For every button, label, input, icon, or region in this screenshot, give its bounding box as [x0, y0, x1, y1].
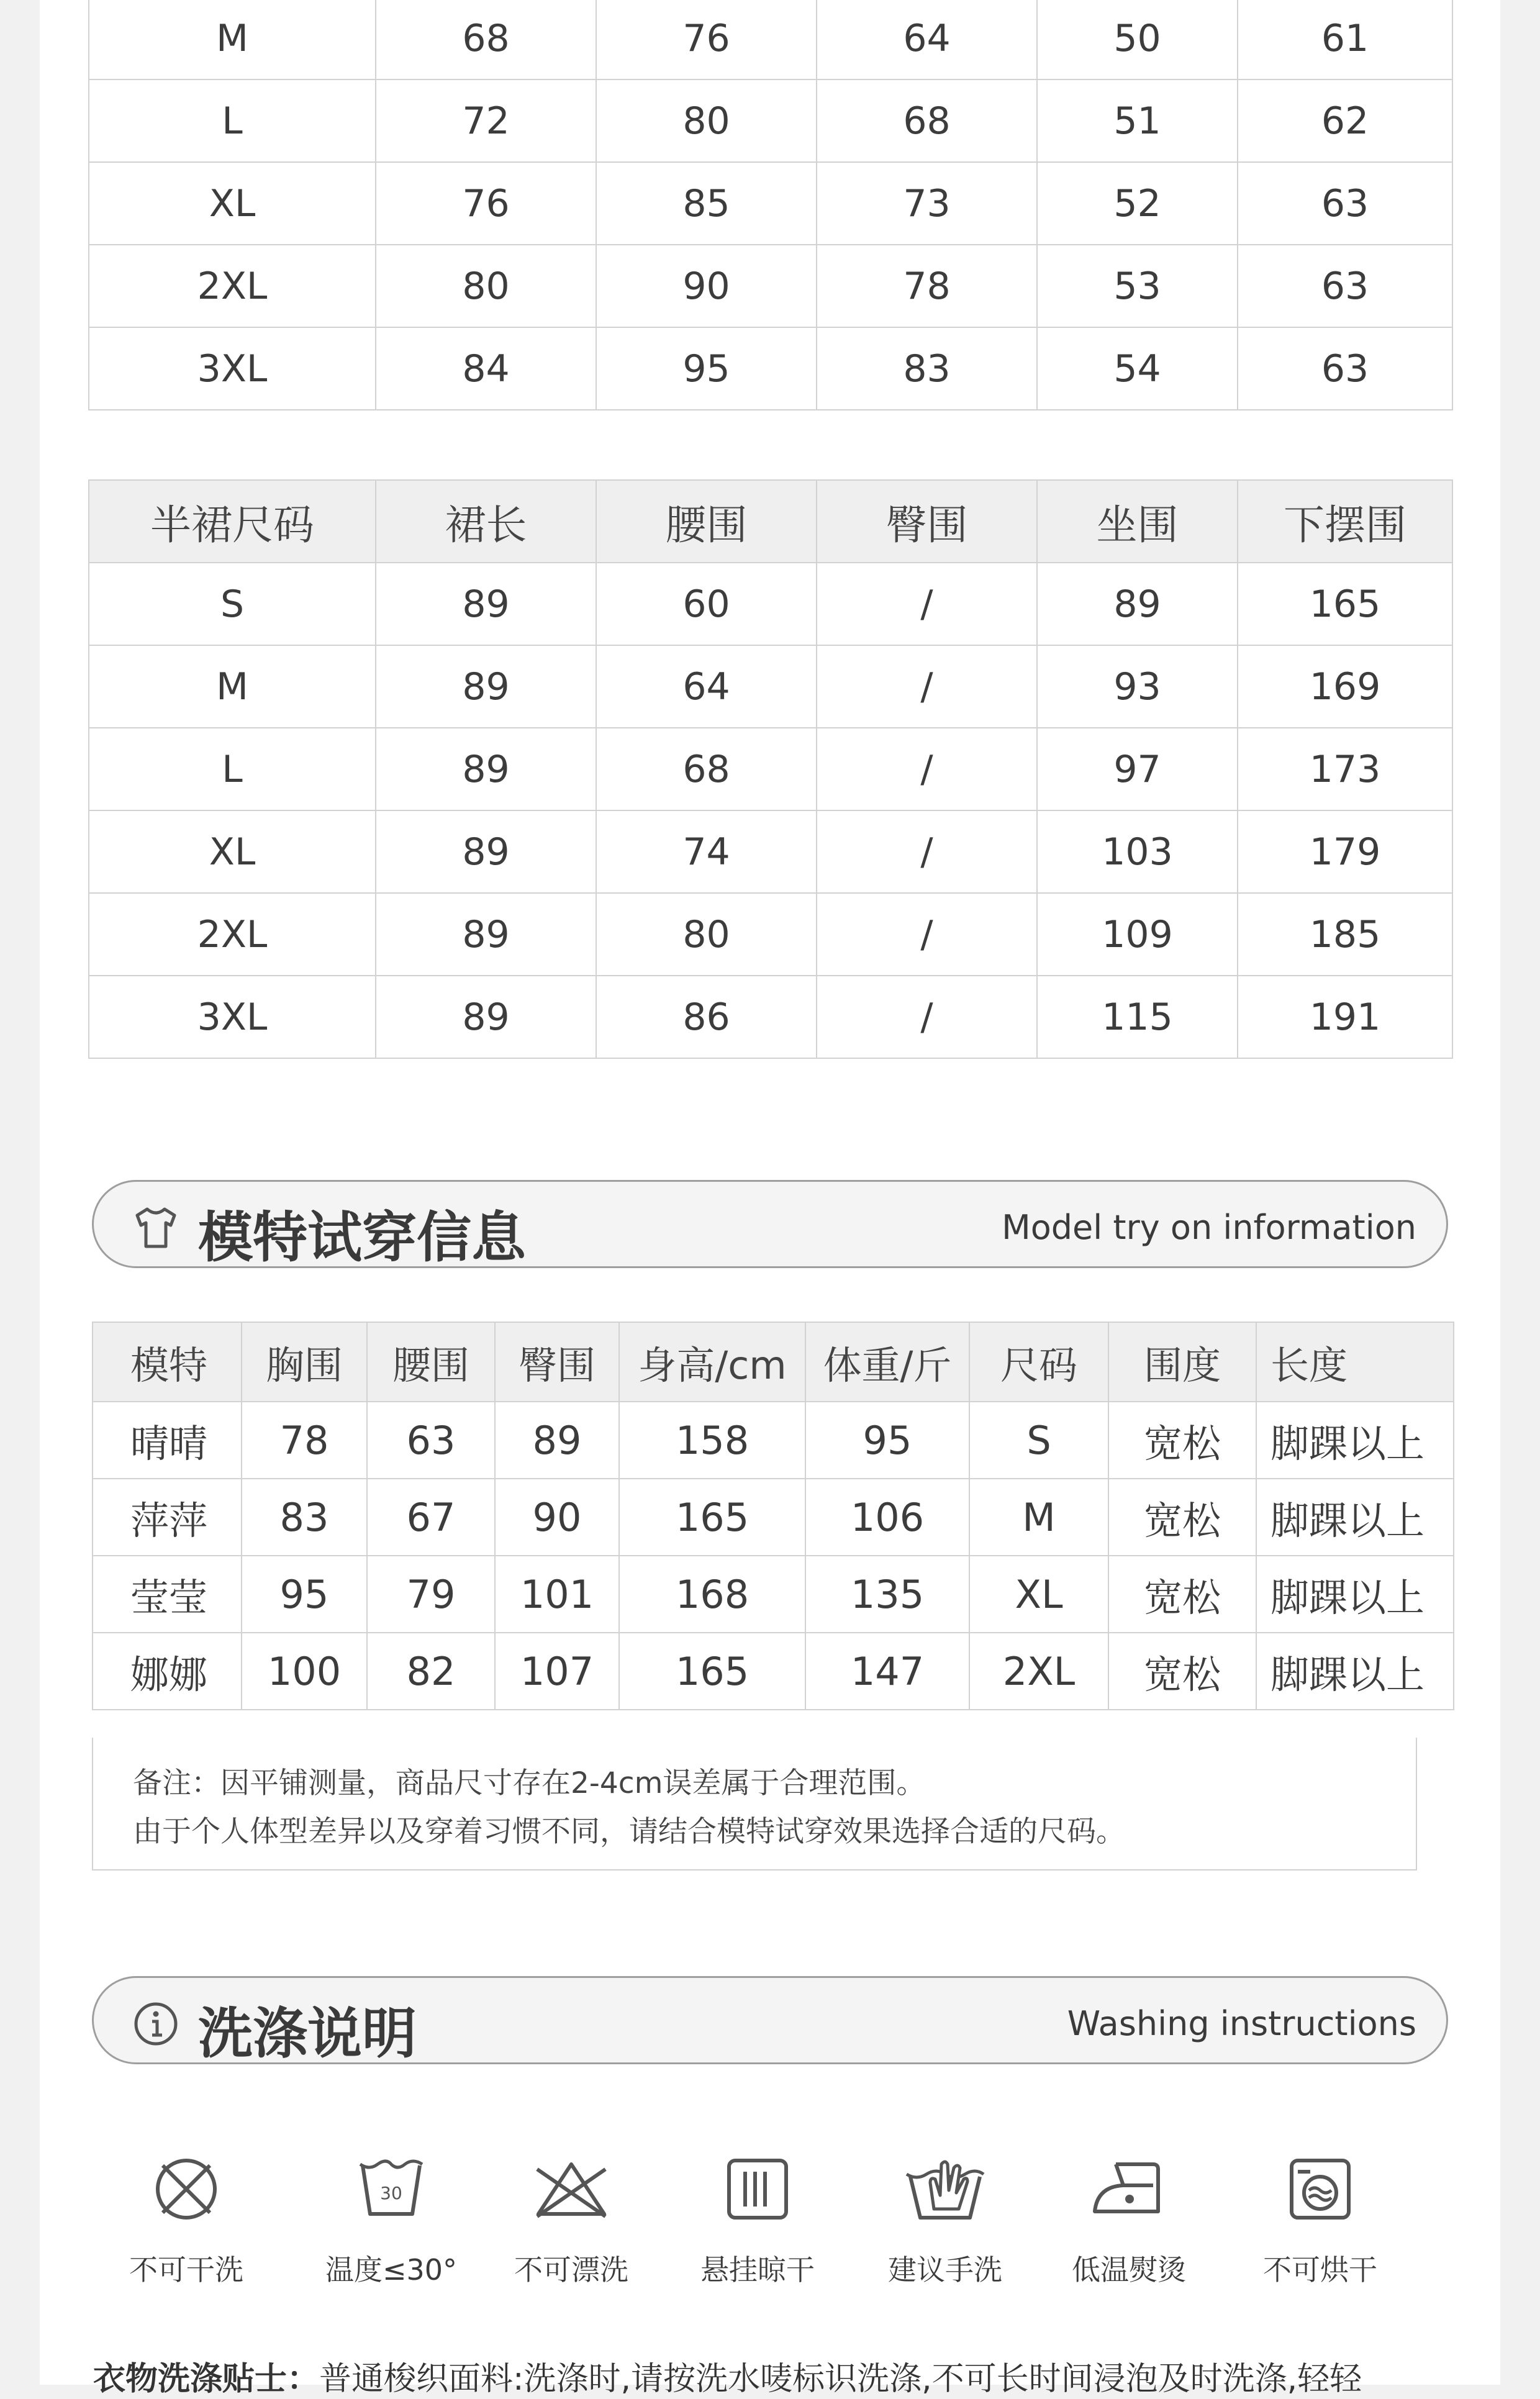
table-cell: 101: [495, 1556, 619, 1633]
table-cell: 185: [1238, 893, 1452, 976]
low-iron-icon: [1089, 2152, 1169, 2226]
table-cell: L: [89, 728, 376, 810]
care-tip-label: 衣物洗涤贴士：: [93, 2360, 320, 2398]
care-tip-text: 普通梭织面料:洗涤时,请按洗水唛标识洗涤,不可长时间浸泡及时洗涤,轻轻: [319, 2360, 1362, 2398]
table-row: [89, 0, 1452, 79]
table-cell: S: [89, 563, 376, 645]
model-table: [92, 1322, 1454, 1710]
no-tumble-dry-icon: [1283, 2152, 1357, 2226]
table-cell: 147: [805, 1633, 969, 1710]
wash-label: 不可漂洗: [514, 2253, 628, 2287]
table-cell: 脚踝以上: [1256, 1479, 1454, 1556]
no-dry-clean-icon: [149, 2152, 224, 2226]
table-row: [89, 245, 1452, 327]
top-size-table: [88, 0, 1453, 410]
table-cell: 103: [1037, 810, 1238, 893]
table-cell: 68: [817, 79, 1037, 162]
washing-subtitle: Washing instructions: [1067, 2004, 1416, 2043]
info-icon: [131, 1999, 181, 2049]
table-cell: 82: [367, 1633, 495, 1710]
table-cell: 158: [619, 1402, 805, 1479]
table-cell: 53: [1037, 245, 1238, 327]
table-cell: 165: [1238, 563, 1452, 645]
table-cell: 84: [376, 327, 596, 410]
table-cell: 80: [596, 893, 817, 976]
table-cell: 63: [367, 1402, 495, 1479]
model-info-title: 模特试穿信息: [198, 1205, 527, 1269]
table-cell: 89: [376, 728, 596, 810]
model-info-subtitle: Model try on information: [1002, 1208, 1416, 1247]
table-cell: 64: [596, 645, 817, 728]
table-cell: XL: [89, 810, 376, 893]
header-cell: 围度: [1108, 1322, 1256, 1402]
table-cell: 179: [1238, 810, 1452, 893]
table-cell: 191: [1238, 976, 1452, 1058]
header-cell: 下摆围: [1238, 480, 1452, 563]
table-cell: 89: [495, 1402, 619, 1479]
model-info-header: [92, 1180, 1448, 1268]
hang-dry-icon: [720, 2152, 795, 2226]
table-cell: 68: [376, 0, 596, 79]
table-cell: /: [817, 645, 1037, 728]
table-cell: 2XL: [89, 245, 376, 327]
table-cell: 3XL: [89, 976, 376, 1058]
table-cell: 63: [1238, 162, 1452, 245]
table-cell: 89: [1037, 563, 1238, 645]
table-row: [89, 162, 1452, 245]
table-cell: M: [89, 0, 376, 79]
table-row: [93, 1633, 1454, 1710]
table-cell: 165: [619, 1479, 805, 1556]
table-cell: 72: [376, 79, 596, 162]
table-cell: S: [969, 1402, 1108, 1479]
table-cell: XL: [89, 162, 376, 245]
table-cell: /: [817, 728, 1037, 810]
table-row: [89, 327, 1452, 410]
table-cell: 173: [1238, 728, 1452, 810]
table-cell: 95: [242, 1556, 367, 1633]
table-row: [93, 1556, 1454, 1633]
wash-30-icon: [354, 2152, 428, 2226]
wash-label: 低温熨烫: [1072, 2253, 1186, 2287]
table-cell: 168: [619, 1556, 805, 1633]
table-row: [89, 728, 1452, 810]
table-cell: 83: [817, 327, 1037, 410]
table-cell: 67: [367, 1479, 495, 1556]
table-row: [89, 645, 1452, 728]
wash-label: 悬挂晾干: [700, 2253, 815, 2287]
table-cell: 78: [242, 1402, 367, 1479]
table-cell: 80: [596, 79, 817, 162]
table-cell: 73: [817, 162, 1037, 245]
table-cell: /: [817, 810, 1037, 893]
table-cell: 51: [1037, 79, 1238, 162]
table-cell: 54: [1037, 327, 1238, 410]
care-tip: [93, 2352, 1362, 2399]
table-cell: M: [89, 645, 376, 728]
wash-item-low-iron: [1036, 2152, 1222, 2288]
wash-label: 建议手洗: [888, 2253, 1002, 2287]
table-row: [89, 893, 1452, 976]
header-cell: 长度: [1256, 1322, 1454, 1402]
table-cell: 2XL: [969, 1633, 1108, 1710]
table-cell: 宽松: [1108, 1402, 1256, 1479]
table-cell: 89: [376, 893, 596, 976]
model-table-notes: [92, 1738, 1417, 1871]
header-cell: 裙长: [376, 480, 596, 563]
table-cell: /: [817, 976, 1037, 1058]
table-cell: 63: [1238, 327, 1452, 410]
wash-temp-text: 30: [380, 2183, 402, 2203]
header-cell: 臀围: [495, 1322, 619, 1402]
table-cell: 76: [596, 0, 817, 79]
header-cell: 体重/斤: [805, 1322, 969, 1402]
table-row: [89, 976, 1452, 1058]
table-cell: 52: [1037, 162, 1238, 245]
header-cell: 腰围: [596, 480, 817, 563]
table-cell: 90: [596, 245, 817, 327]
table-cell: 63: [1238, 245, 1452, 327]
table-cell: 78: [817, 245, 1037, 327]
table-cell: 89: [376, 563, 596, 645]
table-cell: 95: [596, 327, 817, 410]
table-cell: 89: [376, 810, 596, 893]
table-cell: 74: [596, 810, 817, 893]
table-cell: 61: [1238, 0, 1452, 79]
header-cell: 模特: [93, 1322, 242, 1402]
table-cell: 90: [495, 1479, 619, 1556]
table-cell: 2XL: [89, 893, 376, 976]
header-cell: 坐围: [1037, 480, 1238, 563]
table-cell: 68: [596, 728, 817, 810]
header-cell: 胸围: [242, 1322, 367, 1402]
table-cell: 脚踝以上: [1256, 1633, 1454, 1710]
table-cell: 萍萍: [93, 1479, 242, 1556]
table-cell: /: [817, 893, 1037, 976]
table-cell: 脚踝以上: [1256, 1402, 1454, 1479]
table-cell: M: [969, 1479, 1108, 1556]
table-cell: 79: [367, 1556, 495, 1633]
table-cell: 135: [805, 1556, 969, 1633]
table-cell: XL: [969, 1556, 1108, 1633]
table-cell: 100: [242, 1633, 367, 1710]
table-cell: 宽松: [1108, 1479, 1256, 1556]
table-row: [89, 79, 1452, 162]
header-cell: 腰围: [367, 1322, 495, 1402]
table-row: [89, 810, 1452, 893]
table-cell: 89: [376, 976, 596, 1058]
hand-wash-icon: [902, 2152, 989, 2226]
wash-label: 温度≤30°: [325, 2253, 458, 2287]
table-cell: 76: [376, 162, 596, 245]
note-line-2: 由于个人体型差异以及穿着习惯不同，请结合模特试穿效果选择合适的尺码。: [133, 1815, 1125, 1849]
table-cell: 165: [619, 1633, 805, 1710]
table-cell: /: [817, 563, 1037, 645]
table-header-row: [93, 1322, 1454, 1402]
table-cell: 莹莹: [93, 1556, 242, 1633]
wash-item-no-bleach: [478, 2152, 664, 2288]
wash-item-no-dry-clean: [93, 2152, 279, 2288]
table-cell: 62: [1238, 79, 1452, 162]
wash-label: 不可烘干: [1263, 2253, 1377, 2287]
note-line-1: 备注：因平铺测量，商品尺寸存在2-4cm误差属于合理范围。: [133, 1766, 926, 1800]
table-cell: 50: [1037, 0, 1238, 79]
table-cell: 89: [376, 645, 596, 728]
table-cell: 80: [376, 245, 596, 327]
table-cell: 93: [1037, 645, 1238, 728]
wash-item-no-tumble-dry: [1227, 2152, 1413, 2288]
table-cell: 109: [1037, 893, 1238, 976]
table-header-row: [89, 480, 1452, 563]
table-cell: 97: [1037, 728, 1238, 810]
table-cell: 3XL: [89, 327, 376, 410]
table-cell: 脚踝以上: [1256, 1556, 1454, 1633]
table-row: [93, 1402, 1454, 1479]
header-cell: 半裙尺码: [89, 480, 376, 563]
table-cell: 95: [805, 1402, 969, 1479]
wash-item-30: [298, 2152, 484, 2288]
washing-title: 洗涤说明: [198, 2002, 417, 2066]
table-cell: 83: [242, 1479, 367, 1556]
table-cell: 宽松: [1108, 1556, 1256, 1633]
table-cell: 169: [1238, 645, 1452, 728]
wash-label: 不可干洗: [129, 2253, 243, 2287]
skirt-size-table: [88, 479, 1453, 1059]
table-row: [89, 563, 1452, 645]
table-cell: 晴晴: [93, 1402, 242, 1479]
table-cell: 85: [596, 162, 817, 245]
table-cell: 106: [805, 1479, 969, 1556]
table-row: [93, 1479, 1454, 1556]
table-cell: 60: [596, 563, 817, 645]
no-bleach-icon: [531, 2152, 612, 2226]
table-cell: 107: [495, 1633, 619, 1710]
header-cell: 尺码: [969, 1322, 1108, 1402]
washing-header: [92, 1976, 1448, 2064]
table-cell: 64: [817, 0, 1037, 79]
header-cell: 臀围: [817, 480, 1037, 563]
wash-item-hang-dry: [664, 2152, 851, 2288]
table-cell: 娜娜: [93, 1633, 242, 1710]
shirt-icon: [131, 1203, 181, 1253]
table-cell: 宽松: [1108, 1633, 1256, 1710]
wash-item-hand-wash: [852, 2152, 1038, 2288]
table-cell: 86: [596, 976, 817, 1058]
table-cell: L: [89, 79, 376, 162]
table-cell: 115: [1037, 976, 1238, 1058]
header-cell: 身高/cm: [619, 1322, 805, 1402]
